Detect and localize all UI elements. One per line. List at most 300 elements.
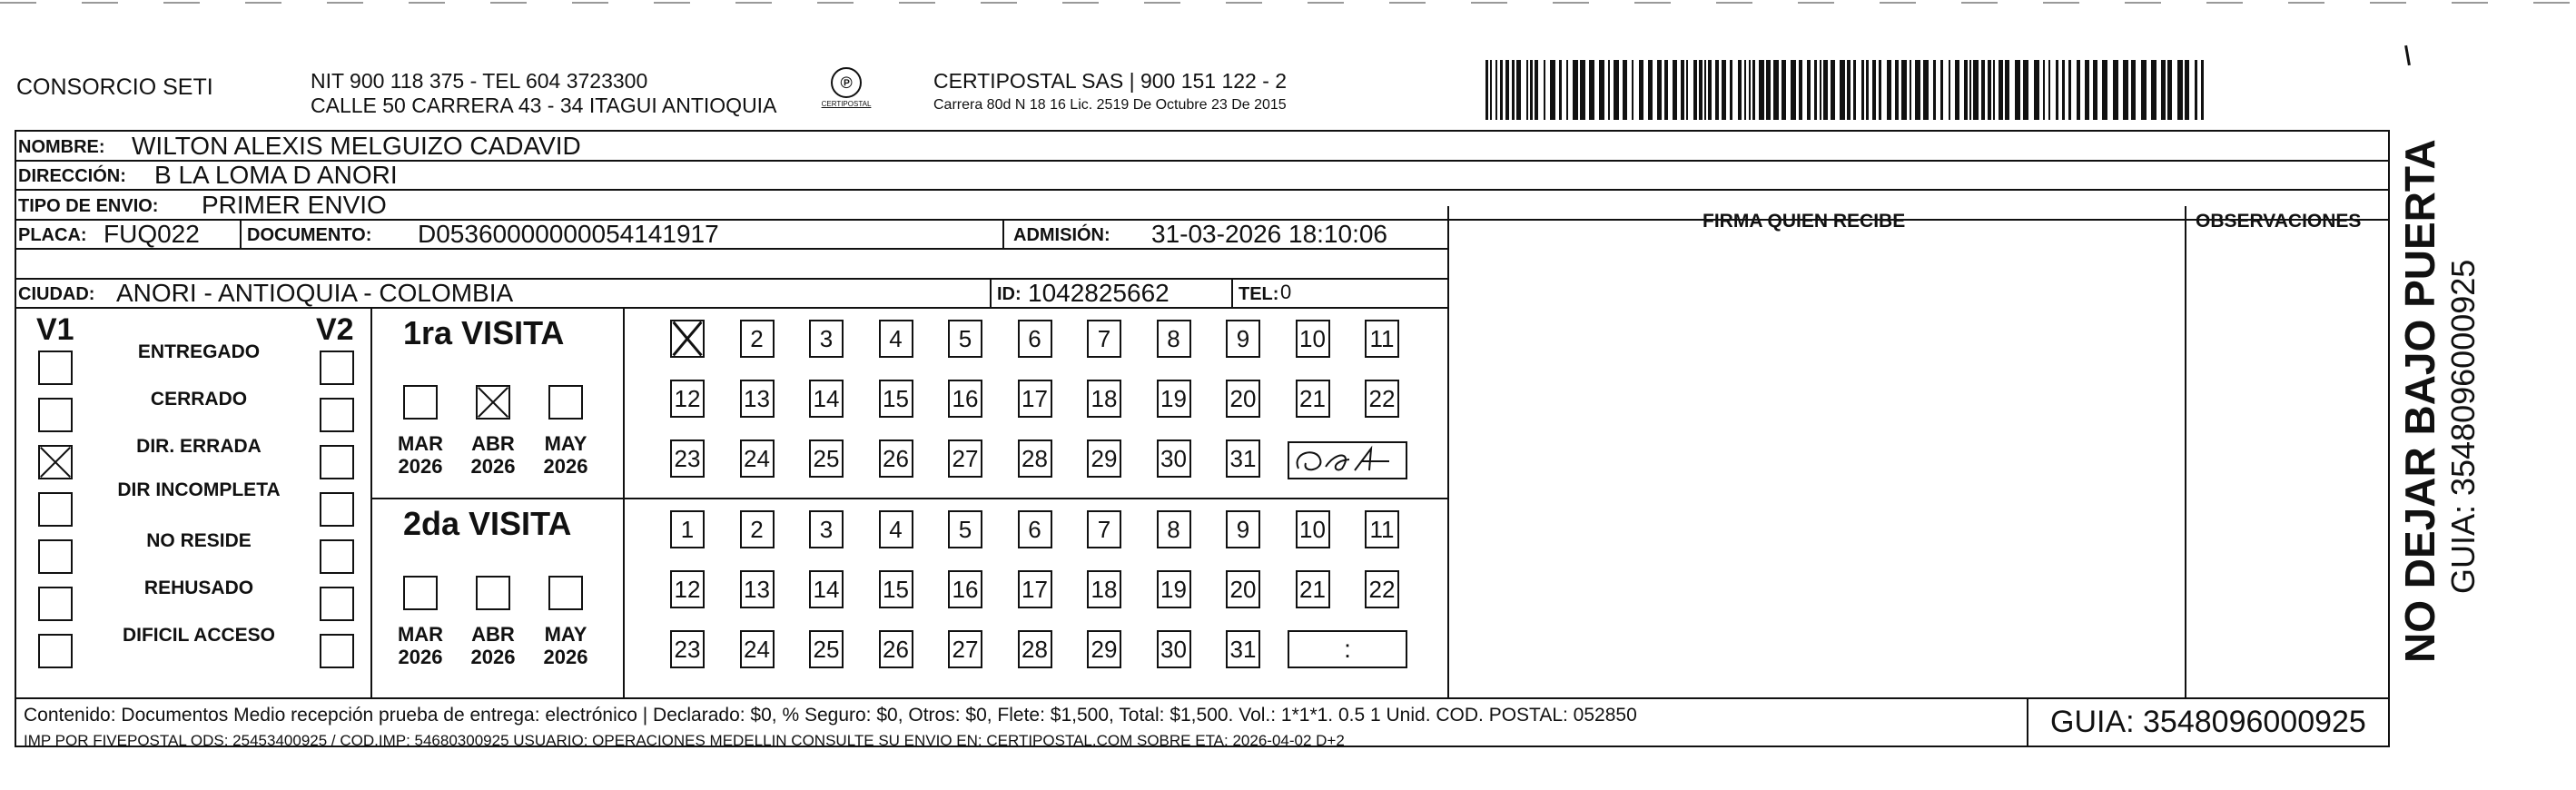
barcode-bar <box>1573 60 1578 120</box>
day-box[interactable] <box>879 510 913 548</box>
barcode-bar <box>1632 60 1633 120</box>
day-number: 29 <box>1091 636 1118 663</box>
day-box[interactable] <box>1365 320 1399 358</box>
barcode-bar <box>2177 60 2183 120</box>
day-box[interactable] <box>1087 439 1121 478</box>
day-number: 2 <box>750 325 764 352</box>
day-box[interactable] <box>1226 510 1260 548</box>
day-number: 24 <box>744 636 770 663</box>
barcode-bar <box>1964 60 1968 120</box>
barcode-bar <box>2062 60 2065 120</box>
v1-checkbox[interactable] <box>38 634 73 668</box>
month-checkbox[interactable] <box>548 385 583 420</box>
barcode-bar <box>1861 60 1864 120</box>
barcode-bar <box>2023 60 2028 120</box>
id-label: ID: <box>997 284 1022 304</box>
barcode-bar <box>2113 60 2118 120</box>
day-number: 6 <box>1028 516 1041 543</box>
v1-checkbox[interactable] <box>38 398 73 432</box>
admision-label: ADMISIÓN: <box>1013 225 1110 245</box>
day-box[interactable] <box>1296 510 1330 548</box>
day-box[interactable] <box>670 439 705 478</box>
day-box[interactable] <box>809 510 844 548</box>
month-name: ABR <box>471 432 515 455</box>
day-box[interactable] <box>879 380 913 418</box>
direccion-value: B LA LOMA D ANORI <box>154 161 398 189</box>
address-line: CALLE 50 CARRERA 43 - 34 ITAGUI ANTIOQUIA <box>311 94 777 117</box>
barcode-bar <box>1505 60 1509 120</box>
day-box[interactable] <box>1157 439 1191 478</box>
day-number: 19 <box>1160 576 1187 603</box>
barcode-bar <box>1648 60 1653 120</box>
rule-placa-doc <box>240 219 242 249</box>
day-number: 3 <box>819 325 834 352</box>
day-number: 16 <box>952 576 979 603</box>
barcode-bar <box>1485 60 1488 120</box>
day-box[interactable] <box>1365 570 1399 608</box>
month-label <box>395 623 446 668</box>
day-number: 18 <box>1091 576 1118 603</box>
id-value: 1042825662 <box>1028 279 1170 307</box>
day-number: 14 <box>813 385 840 412</box>
month-checkbox[interactable] <box>403 385 438 420</box>
firma-header: FIRMA QUIEN RECIBE <box>1703 211 1906 232</box>
day-number: 16 <box>952 385 979 412</box>
barcode-bar <box>2034 60 2039 120</box>
day-number: 17 <box>1022 576 1048 603</box>
day-number: 15 <box>883 576 909 603</box>
tel-value: 0 <box>1280 281 1292 303</box>
month-checkbox[interactable] <box>476 385 510 420</box>
rule-status-visits <box>370 307 372 698</box>
nit-line: NIT 900 118 375 - TEL 604 3723300 <box>311 69 648 93</box>
day-number: 7 <box>1097 325 1111 352</box>
day-box[interactable] <box>879 570 913 608</box>
v2-checkbox[interactable] <box>320 587 354 621</box>
day-number: 7 <box>1097 516 1111 543</box>
day-box[interactable] <box>879 439 913 478</box>
v2-checkbox[interactable] <box>320 539 354 574</box>
day-number: 24 <box>744 445 770 472</box>
barcode-bar <box>1981 60 1985 120</box>
barcode-bar <box>2005 60 2009 120</box>
day-box[interactable] <box>948 570 982 608</box>
day-number: 4 <box>889 516 903 543</box>
day-number: 23 <box>674 445 701 472</box>
day-box[interactable] <box>1296 570 1330 608</box>
barcode-bar <box>2141 60 2147 120</box>
day-number: 19 <box>1160 385 1187 412</box>
day-number: 9 <box>1236 516 1250 543</box>
v2-checkbox[interactable] <box>320 445 354 479</box>
barcode-bar <box>1887 60 1891 120</box>
month-year: 2026 <box>470 646 516 668</box>
placa-label: PLACA: <box>18 225 87 245</box>
v1-checkbox[interactable] <box>38 445 73 479</box>
day-box[interactable] <box>1157 320 1191 358</box>
day-number: 21 <box>1299 576 1326 603</box>
day-number: 22 <box>1368 576 1396 603</box>
handwritten-mark <box>1288 441 1407 479</box>
documento-value: D05360000000054141917 <box>418 220 719 248</box>
day-number: 5 <box>958 516 972 543</box>
day-number: 10 <box>1299 325 1326 352</box>
day-box[interactable] <box>740 439 775 478</box>
barcode-bar <box>1535 60 1538 120</box>
rule-visits-days <box>623 307 625 698</box>
day-number: 20 <box>1229 385 1257 412</box>
v1-checkbox[interactable] <box>38 492 73 527</box>
day-number: 10 <box>1299 516 1326 543</box>
day-number: 13 <box>744 576 770 603</box>
barcode-bar <box>1799 60 1802 120</box>
day-box[interactable] <box>1365 510 1399 548</box>
barcode-bar <box>1639 60 1643 120</box>
barcode-bar <box>1759 60 1764 120</box>
day-number: 14 <box>813 576 840 603</box>
time-box[interactable]: : <box>1288 630 1407 668</box>
direccion-label: DIRECCIÓN: <box>18 166 126 186</box>
barcode-bar <box>1715 60 1719 120</box>
barcode-bar <box>1915 60 1920 120</box>
day-box[interactable] <box>740 630 775 668</box>
day-number: 12 <box>674 576 701 603</box>
month-year: 2026 <box>543 646 588 668</box>
barcode-bar <box>1722 60 1726 120</box>
rule-id-tel <box>1231 278 1233 308</box>
month-label <box>540 623 591 668</box>
guia-number: GUIA: 3548096000925 <box>2050 705 2366 739</box>
day-number: 26 <box>883 445 909 472</box>
side-guia-number: GUIA: 3548096000925 <box>2444 259 2482 594</box>
status-label: DIR. ERRADA <box>136 436 262 457</box>
month-label <box>468 623 518 668</box>
day-box[interactable] <box>1296 320 1330 358</box>
print-info-line: IMP POR FIVEPOSTAL ODS: 25453400925 / COD.IMP: 54680300925 USUARIO: OPERACIONES MEDELLIN CONSULTE SU ENVIO EN: CERTIPOSTAL.COM SOBRE ETA: 2026-04-02 D+2 <box>24 732 1345 749</box>
signature-scribble <box>1289 443 1406 478</box>
v2-header: V2 <box>316 312 354 347</box>
barcode-bar <box>2161 60 2166 120</box>
barcode-bar <box>1923 60 1929 120</box>
barcode-bar <box>2102 60 2107 120</box>
barcode-bar <box>2093 60 2097 120</box>
day-number: 18 <box>1091 385 1118 412</box>
day-number: 12 <box>674 385 701 412</box>
rule-doc-adm <box>1002 219 1004 249</box>
barcode-bar <box>1847 60 1851 120</box>
barcode-bar <box>1773 60 1779 120</box>
barcode-bar <box>1512 60 1515 120</box>
barcode-bar <box>1738 60 1742 120</box>
barcode-bar <box>1664 60 1668 120</box>
ciudad-value: ANORI - ANTIOQUIA - COLOMBIA <box>116 279 514 307</box>
day-box[interactable] <box>948 510 982 548</box>
barcode-bar <box>1599 60 1604 120</box>
day-number: 29 <box>1091 445 1118 472</box>
day-box[interactable] <box>1087 510 1121 548</box>
day-box[interactable] <box>670 380 705 418</box>
day-number: 6 <box>1028 325 1041 352</box>
month-checkbox[interactable] <box>548 576 583 610</box>
guia-box <box>2027 697 2392 747</box>
v1-header: V1 <box>36 312 74 347</box>
status-label: REHUSADO <box>143 578 254 598</box>
barcode-bar <box>1657 60 1662 120</box>
no-dejar-warning: NO DEJAR BAJO PUERTA <box>2396 139 2443 663</box>
day-number: 2 <box>750 516 764 543</box>
day-box[interactable] <box>1018 439 1052 478</box>
tipo-envio-label: TIPO DE ENVIO: <box>18 196 159 216</box>
day-box[interactable] <box>740 320 775 358</box>
barcode-bar <box>1495 60 1497 120</box>
contents-line: Contenido: Documentos Medio recepción prueba de entrega: electrónico | Declarado: $0, % Seguro: $0, Otros: $0, Flete: $1,500, Total: $1,500. Vol.: 1*1*1. 0.5 1 Unid. COD. POSTAL: 052850 <box>24 705 1637 726</box>
top-scan-line <box>0 2 2576 4</box>
month-name: MAR <box>397 623 444 646</box>
day-box[interactable] <box>1018 510 1052 548</box>
rule-ciudad-id <box>990 278 992 308</box>
day-box[interactable] <box>1157 380 1191 418</box>
barcode-bar <box>2056 60 2058 120</box>
barcode-bar <box>2048 60 2050 120</box>
day-box[interactable] <box>948 380 982 418</box>
barcode-bar <box>1589 60 1594 120</box>
day-number: 8 <box>1167 516 1180 543</box>
barcode-bar <box>1872 60 1876 120</box>
day-box[interactable] <box>809 380 844 418</box>
day-box[interactable] <box>1087 320 1121 358</box>
barcode <box>1485 60 2206 120</box>
day-box[interactable] <box>809 320 844 358</box>
carrier-line: CERTIPOSTAL SAS | 900 151 122 - 2 <box>933 69 1288 93</box>
day-number: 25 <box>813 445 840 472</box>
barcode-bar <box>1490 60 1492 120</box>
documento-label: DOCUMENTO: <box>247 225 372 245</box>
barcode-bar <box>1999 60 2003 120</box>
day-number: 25 <box>813 636 840 663</box>
barcode-bar <box>2185 60 2189 120</box>
visit-title: 2da VISITA <box>403 505 572 542</box>
v2-checkbox[interactable] <box>320 351 354 385</box>
barcode-bar <box>2201 60 2204 120</box>
v1-checkbox[interactable] <box>38 587 73 621</box>
day-number: 27 <box>952 445 979 472</box>
nombre-label: NOMBRE: <box>18 137 105 157</box>
day-number: 3 <box>819 516 834 543</box>
barcode-bar <box>1708 60 1712 120</box>
status-label: ENTREGADO <box>137 341 261 362</box>
barcode-bar <box>1791 60 1796 120</box>
day-number: 22 <box>1368 385 1396 412</box>
day-number: 5 <box>958 325 972 352</box>
day-box[interactable] <box>740 380 775 418</box>
day-number: 1 <box>680 516 695 543</box>
barcode-bar <box>1673 60 1677 120</box>
day-box[interactable] <box>1296 380 1330 418</box>
day-number: 15 <box>883 385 909 412</box>
day-number: 30 <box>1160 445 1187 472</box>
day-number: 13 <box>744 385 770 412</box>
nombre-value: WILTON ALEXIS MELGUIZO CADAVID <box>132 132 581 160</box>
barcode-bar <box>1559 60 1562 120</box>
day-box[interactable] <box>1226 570 1260 608</box>
day-number: 27 <box>952 636 979 663</box>
barcode-bar <box>1993 60 1995 120</box>
barcode-bar <box>1752 60 1755 120</box>
barcode-bar <box>1730 60 1732 120</box>
month-name: MAY <box>544 623 587 646</box>
day-number: 31 <box>1229 445 1257 472</box>
logo-text: CERTIPOSTAL <box>821 100 872 108</box>
barcode-bar <box>1530 60 1533 120</box>
day-box[interactable] <box>1018 380 1052 418</box>
barcode-bar <box>1814 60 1817 120</box>
barcode-bar <box>1686 60 1688 120</box>
rule-firma-left <box>1447 206 1449 698</box>
rule-visits <box>370 498 1449 499</box>
day-box[interactable] <box>670 320 705 358</box>
barcode-bar <box>1823 60 1828 120</box>
day-box[interactable] <box>809 630 844 668</box>
day-box[interactable] <box>1226 380 1260 418</box>
day-number: 4 <box>889 325 903 352</box>
tel-label: TEL: <box>1239 284 1279 304</box>
barcode-bar <box>1807 60 1811 120</box>
day-box[interactable] <box>1157 510 1191 548</box>
barcode-bar <box>1840 60 1845 120</box>
barcode-bar <box>1933 60 1936 120</box>
barcode-bar <box>1744 60 1746 120</box>
month-year: 2026 <box>398 455 443 478</box>
day-box[interactable] <box>1018 630 1052 668</box>
barcode-bar <box>1955 60 1959 120</box>
placa-value: FUQ022 <box>104 220 200 248</box>
certipostal-logo <box>817 67 875 116</box>
v2-checkbox[interactable] <box>320 398 354 432</box>
observaciones-header: OBSERVACIONES <box>2196 211 2362 232</box>
barcode-bar <box>1500 60 1503 120</box>
day-box[interactable] <box>948 630 982 668</box>
barcode-bar <box>1623 60 1627 120</box>
month-year: 2026 <box>470 455 516 478</box>
carrier-info <box>933 69 1287 114</box>
status-label: CERRADO <box>150 389 248 410</box>
barcode-bar <box>2068 60 2071 120</box>
day-box[interactable] <box>1018 570 1052 608</box>
day-box[interactable] <box>670 570 705 608</box>
day-box[interactable] <box>809 570 844 608</box>
v2-checkbox[interactable] <box>320 492 354 527</box>
barcode-bar <box>1614 60 1619 120</box>
barcode-bar <box>1831 60 1835 120</box>
license-line: Carrera 80d N 18 16 Lic. 2519 De Octubre 23 De 2015 <box>933 97 1287 113</box>
barcode-bar <box>1853 60 1856 120</box>
day-box[interactable] <box>1365 380 1399 418</box>
month-label <box>395 432 446 478</box>
barcode-bar <box>1988 60 1991 120</box>
day-box[interactable] <box>879 630 913 668</box>
barcode-bar <box>1526 60 1528 120</box>
admision-value: 31-03-2026 18:10:06 <box>1151 220 1387 248</box>
day-box[interactable] <box>948 439 982 478</box>
barcode-bar <box>1866 60 1869 120</box>
barcode-bar <box>1566 60 1568 120</box>
v1-checkbox[interactable] <box>38 539 73 574</box>
barcode-bar <box>1550 60 1555 120</box>
day-number: 26 <box>883 636 909 663</box>
month-checkbox[interactable] <box>476 576 510 610</box>
month-checkbox[interactable] <box>403 576 438 610</box>
barcode-bar <box>1749 60 1751 120</box>
day-number: 20 <box>1229 576 1257 603</box>
barcode-bar <box>1969 60 1971 120</box>
month-name: MAR <box>397 432 444 455</box>
barcode-bar <box>1608 60 1610 120</box>
day-number: 11 <box>1369 516 1395 543</box>
day-box[interactable] <box>879 320 913 358</box>
barcode-bar <box>1580 60 1585 120</box>
day-box[interactable] <box>948 320 982 358</box>
day-number: 8 <box>1167 325 1180 352</box>
barcode-bar <box>2195 60 2197 120</box>
barcode-bar <box>1949 60 1950 120</box>
barcode-bar <box>1781 60 1786 120</box>
day-box[interactable] <box>1226 630 1260 668</box>
day-box[interactable] <box>670 630 705 668</box>
barcode-bar <box>1940 60 1943 120</box>
month-year: 2026 <box>398 646 443 668</box>
day-box[interactable] <box>670 510 705 548</box>
day-number: 11 <box>1369 325 1395 352</box>
day-number: 17 <box>1022 385 1048 412</box>
day-box[interactable] <box>1157 630 1191 668</box>
v2-checkbox[interactable] <box>320 634 354 668</box>
day-box[interactable] <box>1018 320 1052 358</box>
month-label <box>468 432 518 478</box>
day-box[interactable] <box>809 439 844 478</box>
day-box[interactable] <box>1226 320 1260 358</box>
barcode-bar <box>2077 60 2080 120</box>
day-box[interactable] <box>1087 380 1121 418</box>
barcode-bar <box>1879 60 1881 120</box>
company-name: CONSORCIO SETI <box>16 74 213 100</box>
day-box[interactable] <box>1087 570 1121 608</box>
day-number: 23 <box>674 636 701 663</box>
rule-obs-left <box>2185 206 2186 698</box>
day-box[interactable] <box>1226 439 1260 478</box>
status-label: DIFICIL ACCESO <box>122 625 275 646</box>
barcode-bar <box>2015 60 2020 120</box>
status-label: DIR INCOMPLETA <box>117 479 281 500</box>
barcode-bar <box>2085 60 2089 120</box>
day-number: 9 <box>1236 325 1250 352</box>
day-box[interactable] <box>1087 630 1121 668</box>
barcode-bar <box>1516 60 1521 120</box>
status-label: NO RESIDE <box>146 530 252 551</box>
day-box[interactable] <box>1157 570 1191 608</box>
v1-checkbox[interactable] <box>38 351 73 385</box>
day-number: 28 <box>1022 445 1048 472</box>
day-number: 21 <box>1299 385 1326 412</box>
barcode-bar <box>2151 60 2157 120</box>
month-label <box>540 432 591 478</box>
month-name: ABR <box>471 623 515 646</box>
barcode-bar <box>1681 60 1684 120</box>
barcode-bar <box>1973 60 1979 120</box>
day-box[interactable] <box>740 510 775 548</box>
barcode-bar <box>1820 60 1821 120</box>
barcode-bar <box>2131 60 2136 120</box>
day-box[interactable] <box>740 570 775 608</box>
